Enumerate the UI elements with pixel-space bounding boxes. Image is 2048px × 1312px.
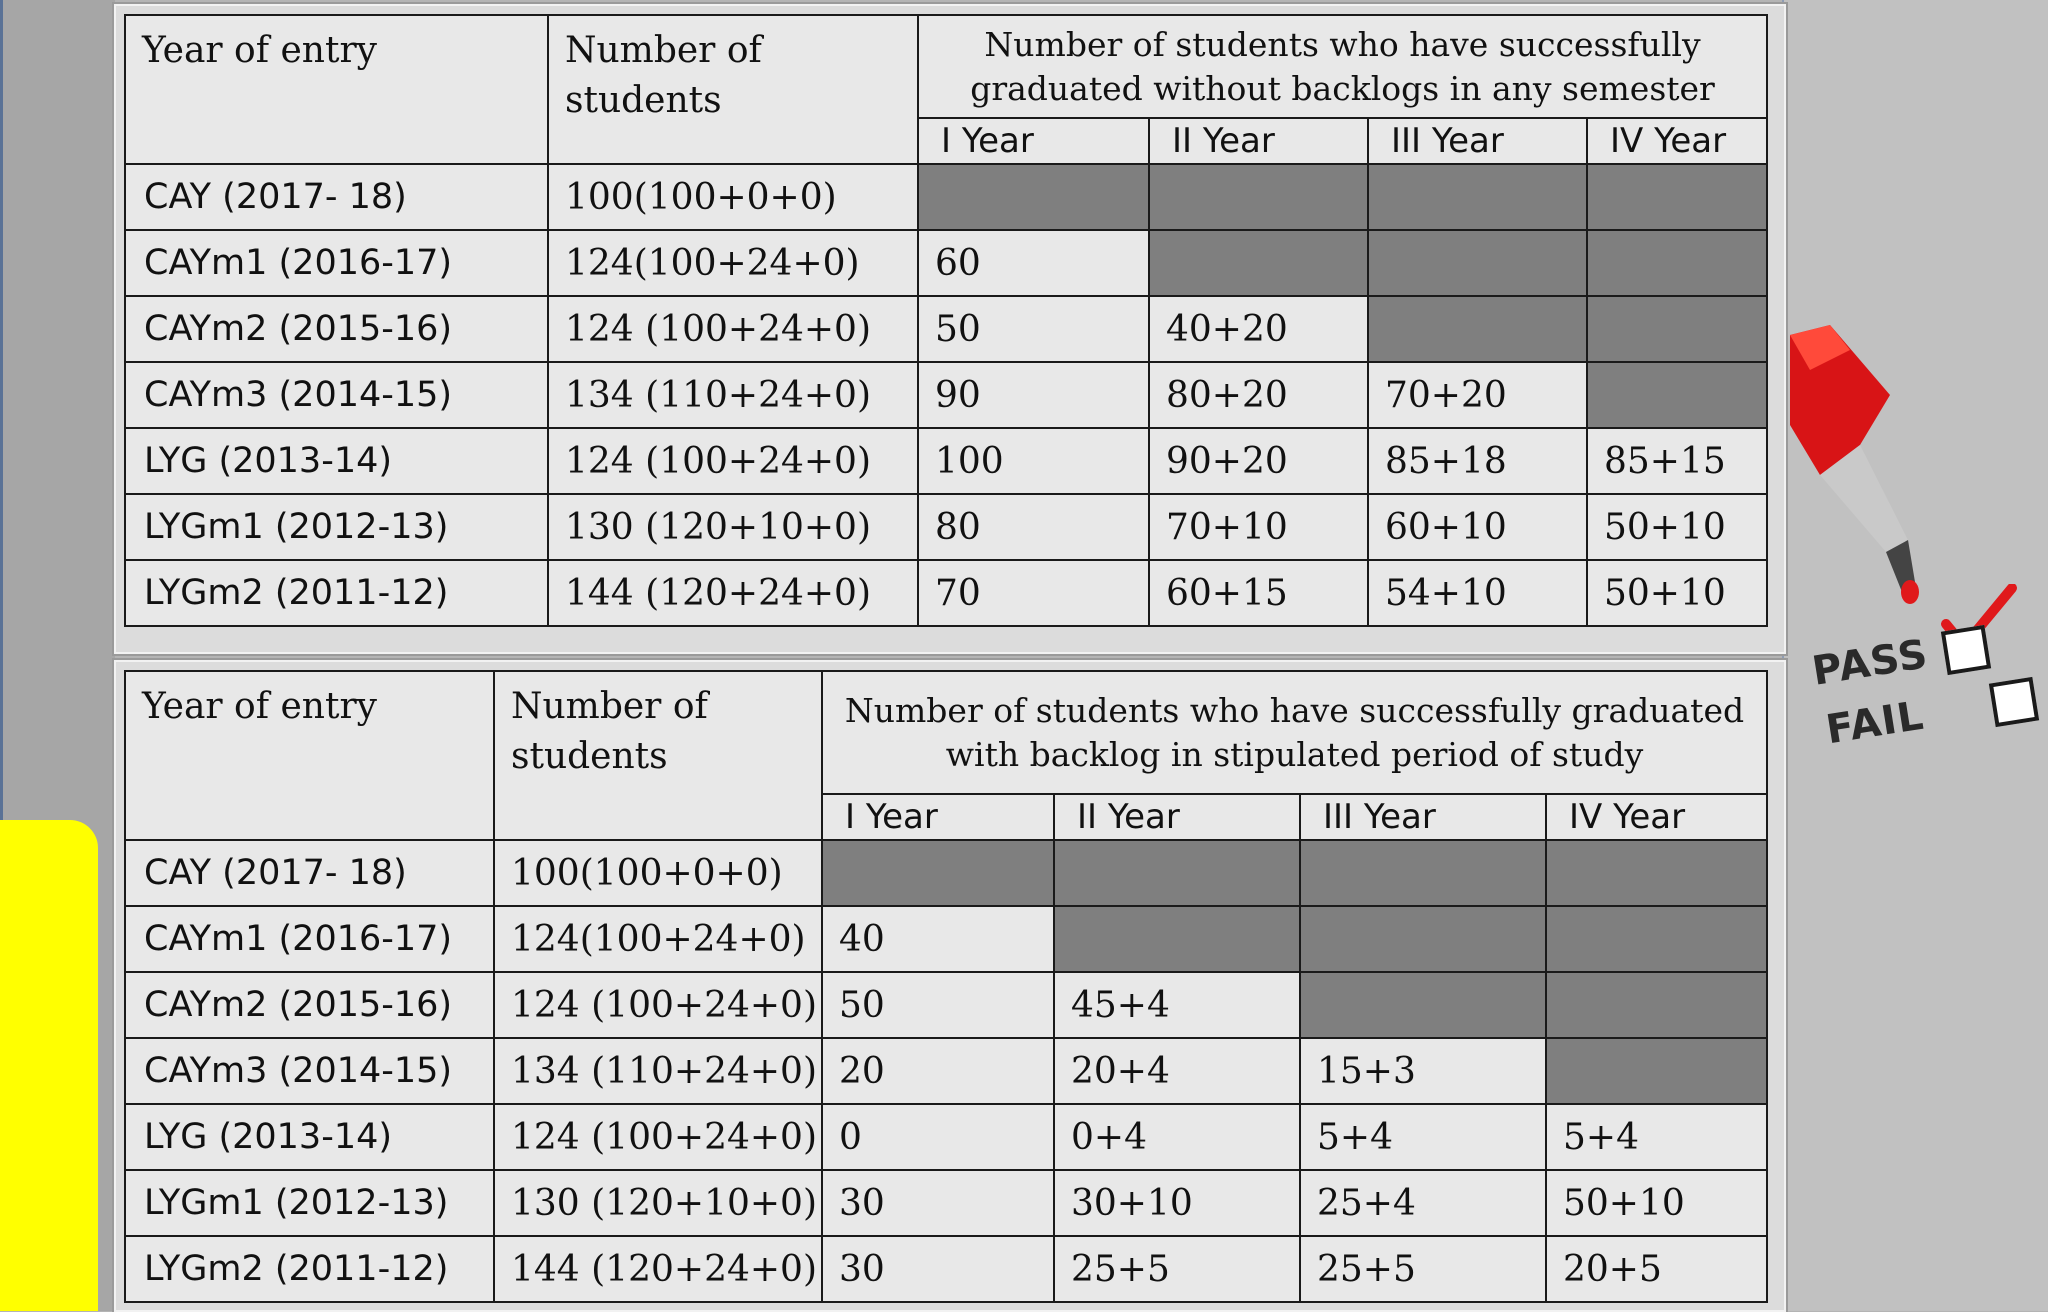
yellow-accent-block <box>0 820 98 1311</box>
cell-year-1: 80 <box>918 494 1149 560</box>
cell-year-3 <box>1300 840 1546 906</box>
cell-year-of-entry: LYGm2 (2011-12) <box>125 560 548 626</box>
cell-year-4 <box>1587 296 1767 362</box>
cell-year-2: 60+15 <box>1149 560 1368 626</box>
table-row <box>125 494 1767 560</box>
pass-checkbox[interactable] <box>1941 625 1991 675</box>
column-header-year-1: I Year <box>918 118 1149 164</box>
table-body <box>125 164 1767 626</box>
cell-year-2: 0+4 <box>1054 1104 1300 1170</box>
cell-year-4: 20+5 <box>1546 1236 1767 1302</box>
cell-year-1: 60 <box>918 230 1149 296</box>
fail-checkbox[interactable] <box>1989 677 2039 727</box>
cell-year-3: 60+10 <box>1368 494 1587 560</box>
cell-year-2 <box>1054 906 1300 972</box>
cell-year-2 <box>1054 840 1300 906</box>
cell-year-of-entry: CAYm2 (2015-16) <box>125 972 494 1038</box>
table-body <box>125 840 1767 1302</box>
cell-year-3: 15+3 <box>1300 1038 1546 1104</box>
cell-number-of-students: 134 (110+24+0) <box>548 362 918 428</box>
table-row <box>125 1170 1767 1236</box>
cell-year-1: 90 <box>918 362 1149 428</box>
table-row <box>125 1104 1767 1170</box>
cell-year-1: 100 <box>918 428 1149 494</box>
cell-number-of-students: 100(100+0+0) <box>494 840 822 906</box>
table-row <box>125 230 1767 296</box>
table-row <box>125 164 1767 230</box>
cell-year-2: 45+4 <box>1054 972 1300 1038</box>
cell-number-of-students: 100(100+0+0) <box>548 164 918 230</box>
cell-year-of-entry: CAYm3 (2014-15) <box>125 1038 494 1104</box>
cell-year-1: 50 <box>822 972 1054 1038</box>
table-row <box>125 1236 1767 1302</box>
column-header-year-of-entry: Year of entry <box>125 15 548 164</box>
cell-year-of-entry: LYGm1 (2012-13) <box>125 1170 494 1236</box>
cell-number-of-students: 124 (100+24+0) <box>494 1104 822 1170</box>
cell-year-of-entry: CAYm3 (2014-15) <box>125 362 548 428</box>
column-header-year-1: I Year <box>822 794 1054 840</box>
table-panel-with-backlog <box>114 660 1786 1312</box>
cell-year-1: 30 <box>822 1170 1054 1236</box>
cell-number-of-students: 130 (120+10+0) <box>494 1170 822 1236</box>
cell-year-3 <box>1300 906 1546 972</box>
cell-year-of-entry: LYG (2013-14) <box>125 428 548 494</box>
cell-year-1: 0 <box>822 1104 1054 1170</box>
column-header-year-3: III Year <box>1368 118 1587 164</box>
cell-number-of-students: 124 (100+24+0) <box>494 972 822 1038</box>
cell-year-2: 40+20 <box>1149 296 1368 362</box>
cell-year-2 <box>1149 230 1368 296</box>
cell-year-of-entry: LYG (2013-14) <box>125 1104 494 1170</box>
column-header-year-3: III Year <box>1300 794 1546 840</box>
table-row <box>125 362 1767 428</box>
cell-year-1: 20 <box>822 1038 1054 1104</box>
column-header-year-of-entry: Year of entry <box>125 671 494 840</box>
cell-year-of-entry: CAYm1 (2016-17) <box>125 230 548 296</box>
table-row <box>125 428 1767 494</box>
cell-year-3: 25+5 <box>1300 1236 1546 1302</box>
cell-year-1: 40 <box>822 906 1054 972</box>
red-pen-icon <box>1790 320 1930 620</box>
cell-year-1: 30 <box>822 1236 1054 1302</box>
cell-year-4: 50+10 <box>1546 1170 1767 1236</box>
cell-year-2: 80+20 <box>1149 362 1368 428</box>
cell-year-of-entry: LYGm2 (2011-12) <box>125 1236 494 1302</box>
cell-year-of-entry: LYGm1 (2012-13) <box>125 494 548 560</box>
cell-year-1: 50 <box>918 296 1149 362</box>
table-row <box>125 560 1767 626</box>
fail-label: FAIL <box>1823 692 1928 754</box>
cell-number-of-students: 144 (120+24+0) <box>494 1236 822 1302</box>
cell-year-4 <box>1587 164 1767 230</box>
cell-year-4 <box>1546 840 1767 906</box>
cell-year-of-entry: CAY (2017- 18) <box>125 840 494 906</box>
cell-number-of-students: 124 (100+24+0) <box>548 296 918 362</box>
cell-year-1 <box>822 840 1054 906</box>
table-row <box>125 906 1767 972</box>
table-row <box>125 1038 1767 1104</box>
cell-year-1: 70 <box>918 560 1149 626</box>
cell-year-4: 50+10 <box>1587 494 1767 560</box>
table-row <box>125 972 1767 1038</box>
column-header-year-4: IV Year <box>1546 794 1767 840</box>
table-row <box>125 296 1767 362</box>
cell-year-4 <box>1546 1038 1767 1104</box>
cell-year-4 <box>1546 906 1767 972</box>
cell-year-3: 70+20 <box>1368 362 1587 428</box>
cell-year-3: 5+4 <box>1300 1104 1546 1170</box>
cell-number-of-students: 134 (110+24+0) <box>494 1038 822 1104</box>
cell-year-of-entry: CAYm1 (2016-17) <box>125 906 494 972</box>
cell-year-2 <box>1149 164 1368 230</box>
column-header-year-2: II Year <box>1149 118 1368 164</box>
cell-year-4 <box>1546 972 1767 1038</box>
cell-year-of-entry: CAYm2 (2015-16) <box>125 296 548 362</box>
cell-year-3 <box>1368 164 1587 230</box>
cell-year-2: 20+4 <box>1054 1038 1300 1104</box>
column-header-year-4: IV Year <box>1587 118 1767 164</box>
cell-year-2: 70+10 <box>1149 494 1368 560</box>
group-header-with-backlog: Number of students who have successfully graduated with backlog in stipulated period of study <box>822 671 1767 794</box>
cell-number-of-students: 130 (120+10+0) <box>548 494 918 560</box>
cell-number-of-students: 124(100+24+0) <box>548 230 918 296</box>
pass-label: PASS <box>1809 631 1932 695</box>
table-without-backlogs <box>124 14 1768 627</box>
table-panel-without-backlogs <box>114 4 1786 654</box>
group-header-without-backlogs: Number of students who have successfully graduated without backlogs in any semester <box>918 15 1767 118</box>
cell-year-of-entry: CAY (2017- 18) <box>125 164 548 230</box>
cell-year-4: 50+10 <box>1587 560 1767 626</box>
table-row <box>125 840 1767 906</box>
cell-year-2: 25+5 <box>1054 1236 1300 1302</box>
cell-number-of-students: 144 (120+24+0) <box>548 560 918 626</box>
cell-year-4 <box>1587 362 1767 428</box>
cell-year-3: 54+10 <box>1368 560 1587 626</box>
cell-year-3 <box>1300 972 1546 1038</box>
cell-year-4: 5+4 <box>1546 1104 1767 1170</box>
cell-year-2: 90+20 <box>1149 428 1368 494</box>
cell-year-4 <box>1587 230 1767 296</box>
cell-year-3 <box>1368 230 1587 296</box>
cell-year-3: 85+18 <box>1368 428 1587 494</box>
cell-year-3 <box>1368 296 1587 362</box>
column-header-number-of-students: Number of students <box>548 15 918 164</box>
table-with-backlog <box>124 670 1768 1303</box>
cell-year-2: 30+10 <box>1054 1170 1300 1236</box>
cell-year-3: 25+4 <box>1300 1170 1546 1236</box>
cell-number-of-students: 124(100+24+0) <box>494 906 822 972</box>
cell-number-of-students: 124 (100+24+0) <box>548 428 918 494</box>
cell-year-4: 85+15 <box>1587 428 1767 494</box>
column-header-number-of-students: Number of students <box>494 671 822 840</box>
cell-year-1 <box>918 164 1149 230</box>
column-header-year-2: II Year <box>1054 794 1300 840</box>
